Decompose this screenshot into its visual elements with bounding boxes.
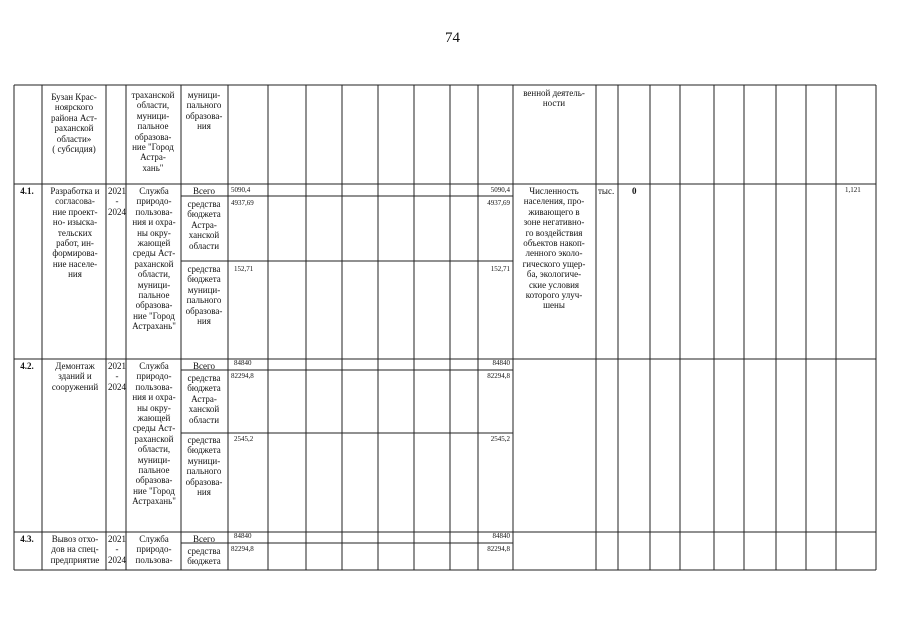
funding-amount: 82294,8 bbox=[231, 372, 254, 380]
continued-source-cell: муници- пального образова- ния bbox=[185, 90, 223, 132]
row-number: 4.2. bbox=[20, 361, 34, 371]
measure-years: 2021 - 2024 bbox=[108, 534, 126, 565]
executor: Служба природо- пользова- bbox=[135, 534, 173, 565]
continued-indicator-cell: венной деятель- ности bbox=[523, 88, 585, 109]
funding-total: 152,71 bbox=[490, 265, 510, 273]
measure-name: Демонтаж зданий и сооружений bbox=[51, 361, 99, 392]
measure-name: Вывоз отхо- дов на спец- предприятие bbox=[50, 534, 100, 565]
funding-amount: 2545,2 bbox=[234, 435, 254, 443]
funding-source: средства бюджета муници- пального образова- ния bbox=[185, 264, 223, 327]
continued-executor-cell: траханской области, муници- пальное образова- ние "Город Астра- хань" bbox=[131, 90, 175, 173]
measure-years: 2021 - 2024 bbox=[108, 361, 126, 392]
indicator-base: 0 bbox=[632, 186, 637, 196]
funding-amount: 152,71 bbox=[234, 265, 254, 273]
indicator-unit: тыс. bbox=[598, 186, 615, 196]
funding-source: средства бюджета Астра- ханской области bbox=[187, 199, 221, 251]
funding-total: 82294,8 bbox=[487, 372, 510, 380]
funding-total: 84840 bbox=[492, 359, 510, 367]
row-number: 4.3. bbox=[20, 534, 34, 544]
funding-source: средства бюджета bbox=[187, 546, 221, 567]
measure-years: 2021 - 2024 bbox=[108, 186, 126, 217]
funding-source: средства бюджета муници- пального образова- ния bbox=[185, 435, 223, 498]
funding-total: 4937,69 bbox=[487, 199, 510, 207]
measure-name: Разработка и согласова- ние проект- но- изыска- тельских работ, ин- формирова- ние населе- ния bbox=[50, 186, 100, 280]
funding-amount: 5090,4 bbox=[231, 186, 251, 194]
funding-amount: 82294,8 bbox=[231, 545, 254, 553]
funding-total: 5090,4 bbox=[490, 186, 510, 194]
funding-total: 82294,8 bbox=[487, 545, 510, 553]
funding-source: Всего bbox=[192, 186, 216, 196]
executor: Служба природо- пользова- ния и охра- ны окру- жающей среды Аст- раханской области, муници- пальное образова- ние "Город Астрахань" bbox=[132, 186, 176, 332]
continued-name-cell: Бузан Крас- ноярского района Аст- раханской области» ( субсидия) bbox=[50, 92, 98, 155]
funding-source: Всего bbox=[192, 361, 216, 371]
funding-amount: 84840 bbox=[234, 532, 252, 540]
funding-amount: 4937,69 bbox=[231, 199, 254, 207]
funding-source: Всего bbox=[192, 534, 216, 544]
indicator-text: Численность населения, про- живающего в зоне негативно- го воздействия объектов накоп- ленного эколо- гического ущер- ба, экологиче- ские условия которого улуч- шены bbox=[522, 186, 586, 311]
row-number: 4.1. bbox=[20, 186, 34, 196]
funding-total: 2545,2 bbox=[490, 435, 510, 443]
funding-amount: 84840 bbox=[234, 359, 252, 367]
executor: Служба природо- пользова- ния и охра- ны окру- жающей среды Аст- раханской области, муници- пальное образова- ние "Город Астрахань" bbox=[132, 361, 176, 507]
funding-total: 84840 bbox=[492, 532, 510, 540]
indicator-target: 1,121 bbox=[845, 186, 861, 194]
page-number: 74 bbox=[445, 30, 460, 46]
funding-source: средства бюджета Астра- ханской области bbox=[187, 373, 221, 425]
